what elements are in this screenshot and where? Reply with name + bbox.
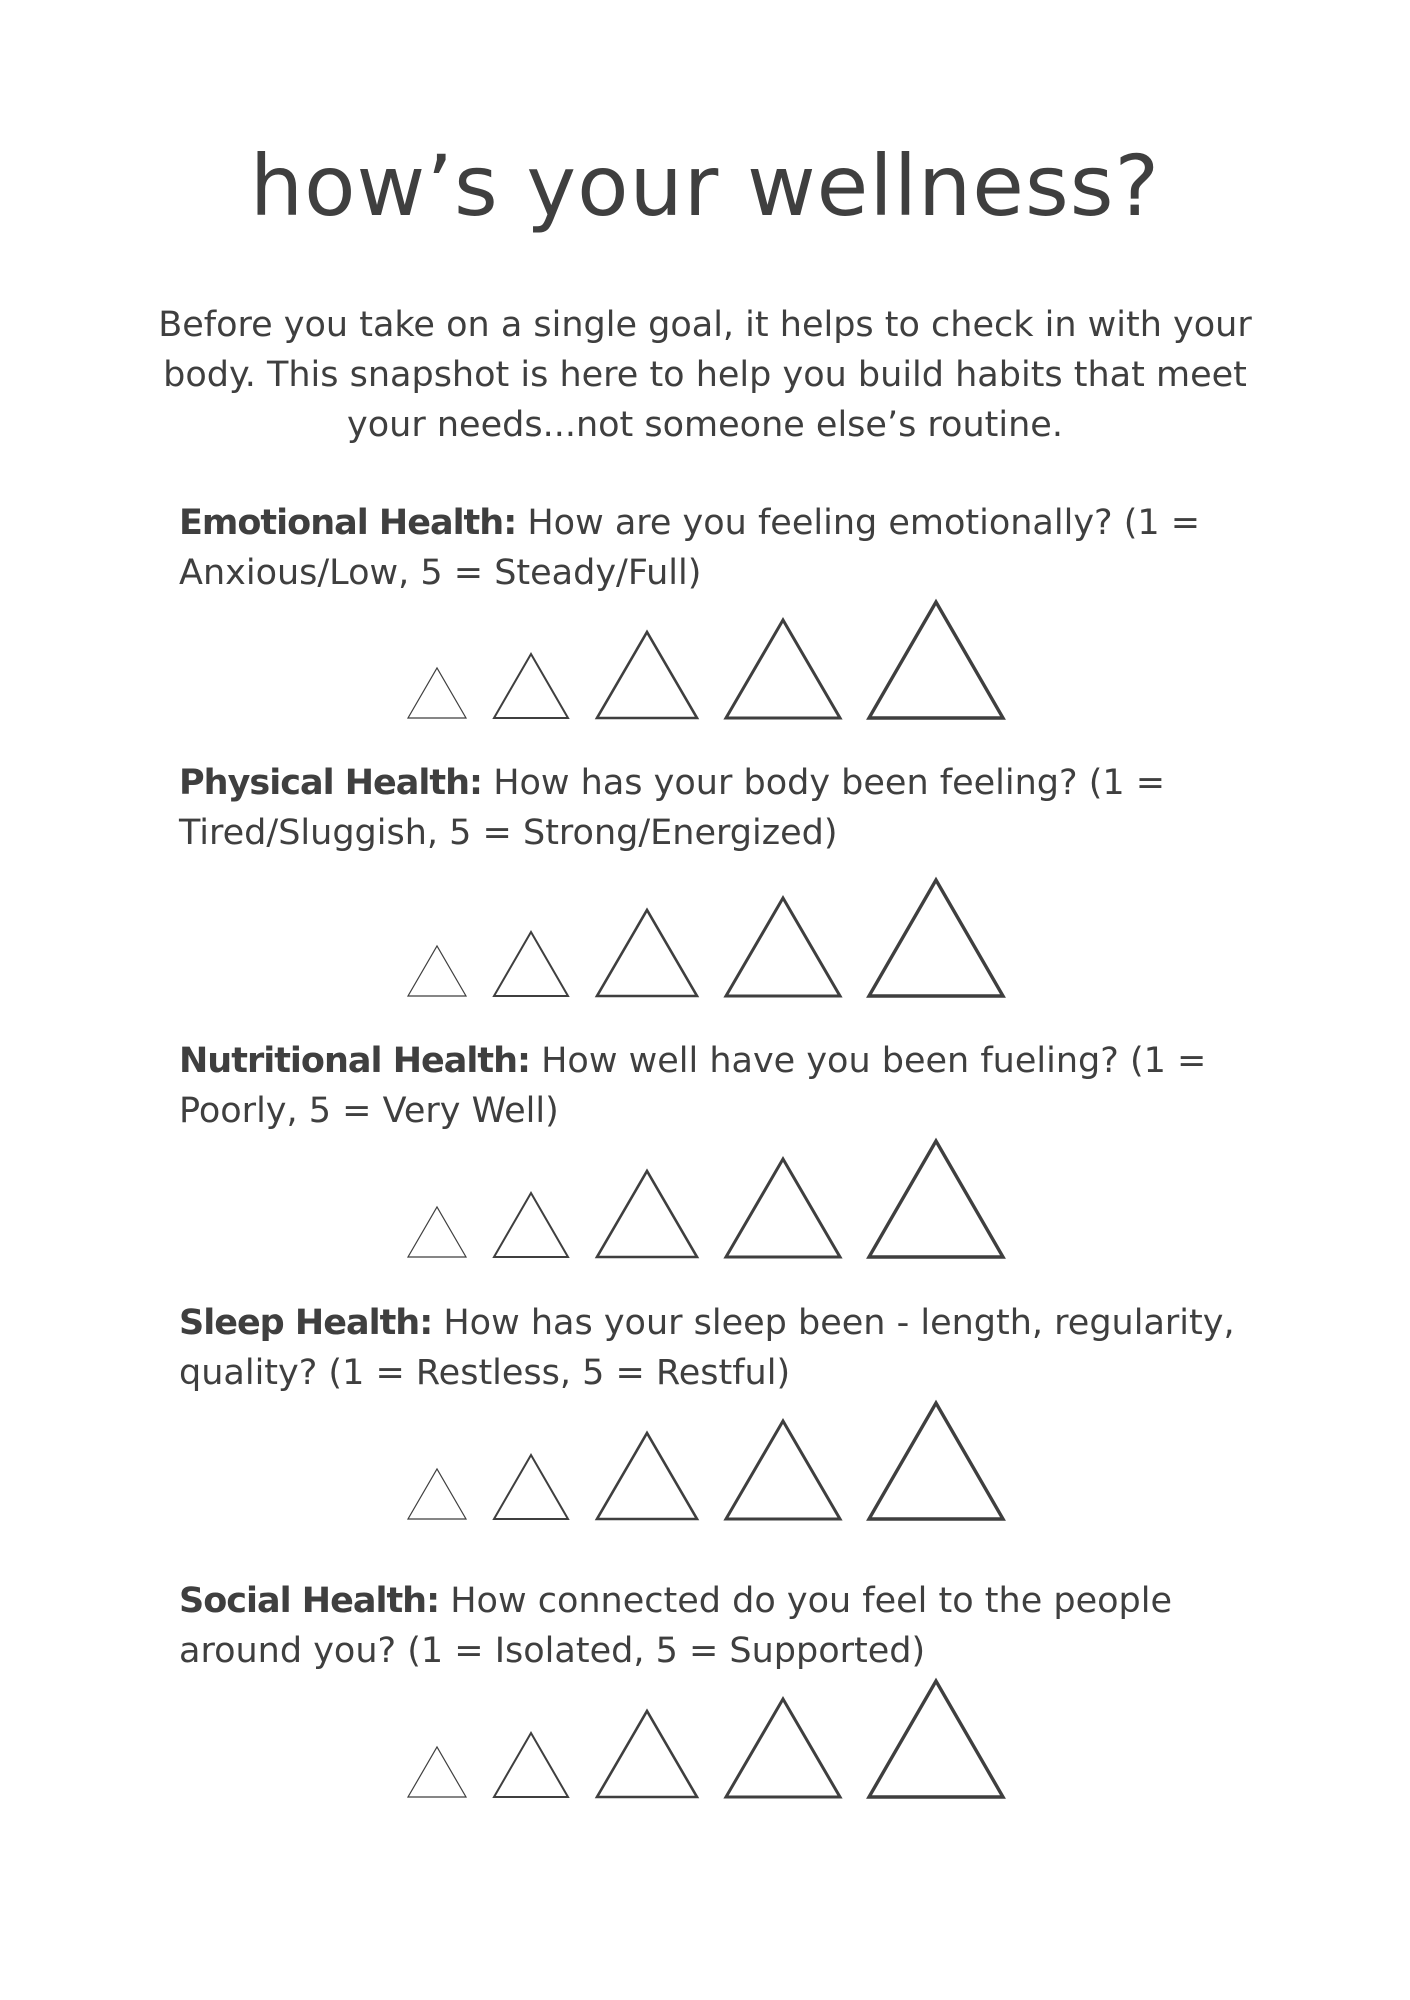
rating-5-triangle-outline-icon[interactable] — [869, 880, 1003, 996]
question-text: How well have you been fueling? (1 = Poorly, 5 = Very Well) — [179, 1041, 1207, 1131]
question-label: Nutritional Health: — [179, 1041, 530, 1081]
question-text: How has your sleep been - length, regularity, quality? (1 = Restless, 5 = Restful) — [179, 1303, 1235, 1393]
rating-physical-health — [0, 870, 1410, 1000]
triangle-scale — [0, 1131, 1410, 1261]
rating-3-triangle-outline-icon[interactable] — [597, 632, 697, 718]
rating-2-triangle-outline-icon[interactable] — [494, 932, 568, 996]
intro-text: Before you take on a single goal, it helps to check in with your body. This snapshot is here to help you build habits that meet your needs...not someone else’s routine. — [158, 305, 1252, 445]
rating-social-health — [0, 1671, 1410, 1801]
rating-sleep-health — [0, 1393, 1410, 1523]
rating-4-triangle-outline-icon[interactable] — [726, 1699, 840, 1797]
rating-3-triangle-outline-icon[interactable] — [597, 1171, 697, 1257]
rating-2-triangle-outline-icon[interactable] — [494, 1193, 568, 1257]
rating-5-triangle-outline-icon[interactable] — [869, 602, 1003, 718]
rating-2-triangle-outline-icon[interactable] — [494, 1455, 568, 1519]
rating-nutritional-health — [0, 1131, 1410, 1261]
rating-emotional-health — [0, 592, 1410, 722]
rating-5-triangle-outline-icon[interactable] — [869, 1403, 1003, 1519]
rating-1-triangle-outline-icon[interactable] — [408, 1747, 466, 1797]
question-label: Sleep Health: — [179, 1303, 433, 1343]
triangle-scale — [0, 1393, 1410, 1523]
rating-3-triangle-outline-icon[interactable] — [597, 1711, 697, 1797]
triangle-scale — [0, 870, 1410, 1000]
question-sleep-health — [179, 1298, 1239, 1398]
rating-1-triangle-outline-icon[interactable] — [408, 668, 466, 718]
question-social-health — [179, 1576, 1239, 1676]
rating-4-triangle-outline-icon[interactable] — [726, 1159, 840, 1257]
rating-4-triangle-outline-icon[interactable] — [726, 620, 840, 718]
rating-1-triangle-outline-icon[interactable] — [408, 1207, 466, 1257]
rating-2-triangle-outline-icon[interactable] — [494, 1733, 568, 1797]
question-text: How has your body been feeling? (1 = Tired/Sluggish, 5 = Strong/Energized) — [179, 763, 1166, 853]
rating-4-triangle-outline-icon[interactable] — [726, 898, 840, 996]
question-label: Social Health: — [179, 1581, 440, 1621]
question-physical-health — [179, 758, 1239, 858]
rating-5-triangle-outline-icon[interactable] — [869, 1141, 1003, 1257]
rating-1-triangle-outline-icon[interactable] — [408, 1469, 466, 1519]
rating-1-triangle-outline-icon[interactable] — [408, 946, 466, 996]
triangle-scale — [0, 592, 1410, 722]
question-label: Emotional Health: — [179, 503, 517, 543]
question-label: Physical Health: — [179, 763, 483, 803]
question-text: How connected do you feel to the people around you? (1 = Isolated, 5 = Supported) — [179, 1581, 1172, 1671]
rating-3-triangle-outline-icon[interactable] — [597, 1433, 697, 1519]
rating-4-triangle-outline-icon[interactable] — [726, 1421, 840, 1519]
rating-2-triangle-outline-icon[interactable] — [494, 654, 568, 718]
triangle-scale — [0, 1671, 1410, 1801]
page-title: how’s your wellness? — [249, 137, 1161, 235]
rating-3-triangle-outline-icon[interactable] — [597, 910, 697, 996]
question-emotional-health — [179, 498, 1239, 598]
rating-5-triangle-outline-icon[interactable] — [869, 1681, 1003, 1797]
question-text: How are you feeling emotionally? (1 = Anxious/Low, 5 = Steady/Full) — [179, 503, 1201, 593]
question-nutritional-health — [179, 1036, 1239, 1136]
